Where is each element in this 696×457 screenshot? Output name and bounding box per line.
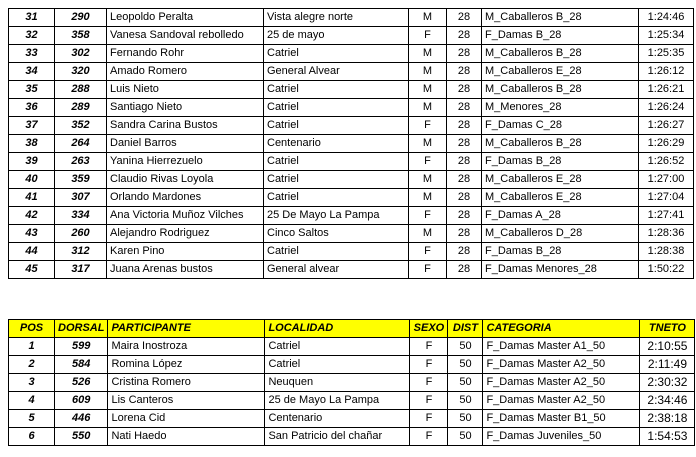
cell-categoria: M_Caballeros B_28 bbox=[482, 81, 639, 99]
cell-tneto: 1:26:24 bbox=[639, 99, 694, 117]
cell-dist: 50 bbox=[448, 410, 483, 428]
cell-participante: Fernando Rohr bbox=[107, 45, 264, 63]
cell-dist: 28 bbox=[447, 117, 482, 135]
cell-dist: 28 bbox=[447, 9, 482, 27]
cell-localidad: 25 de mayo bbox=[264, 27, 409, 45]
cell-dist: 28 bbox=[447, 171, 482, 189]
table-row bbox=[9, 410, 695, 428]
table-row bbox=[9, 135, 694, 153]
cell-categoria: F_Damas Master A1_50 bbox=[483, 338, 640, 356]
cell-sexo: M bbox=[409, 135, 447, 153]
cell-sexo: F bbox=[410, 392, 448, 410]
cell-categoria: M_Caballeros E_28 bbox=[482, 171, 639, 189]
cell-dist: 28 bbox=[447, 99, 482, 117]
cell-dist: 28 bbox=[447, 45, 482, 63]
cell-sexo: F bbox=[409, 27, 447, 45]
cell-participante: Leopoldo Peralta bbox=[107, 9, 264, 27]
table-row bbox=[9, 207, 694, 225]
cell-dist: 28 bbox=[447, 225, 482, 243]
cell-sexo: M bbox=[409, 45, 447, 63]
cell-pos: 32 bbox=[9, 27, 55, 45]
cell-dist: 28 bbox=[447, 261, 482, 279]
header-dorsal: DORSAL bbox=[55, 320, 108, 338]
cell-pos: 39 bbox=[9, 153, 55, 171]
table-row bbox=[9, 374, 695, 392]
cell-pos: 43 bbox=[9, 225, 55, 243]
cell-dorsal: 334 bbox=[55, 207, 107, 225]
cell-pos: 33 bbox=[9, 45, 55, 63]
cell-localidad: Catriel bbox=[264, 45, 409, 63]
cell-participante: Juana Arenas bustos bbox=[107, 261, 264, 279]
cell-participante: Daniel Barros bbox=[107, 135, 264, 153]
cell-dist: 28 bbox=[447, 189, 482, 207]
cell-dorsal: 317 bbox=[55, 261, 107, 279]
table-row bbox=[9, 171, 694, 189]
cell-tneto: 1:25:35 bbox=[639, 45, 694, 63]
cell-pos: 40 bbox=[9, 171, 55, 189]
cell-categoria: M_Caballeros B_28 bbox=[482, 45, 639, 63]
cell-localidad: Neuquen bbox=[265, 374, 410, 392]
cell-participante: Claudio Rivas Loyola bbox=[107, 171, 264, 189]
cell-dorsal: 584 bbox=[55, 356, 108, 374]
cell-tneto: 1:27:04 bbox=[639, 189, 694, 207]
cell-dist: 50 bbox=[448, 392, 483, 410]
cell-participante: Yanina Hierrezuelo bbox=[107, 153, 264, 171]
cell-tneto: 1:27:41 bbox=[639, 207, 694, 225]
table-row bbox=[9, 153, 694, 171]
table-row bbox=[9, 261, 694, 279]
cell-dorsal: 359 bbox=[55, 171, 107, 189]
header-dist: DIST bbox=[448, 320, 483, 338]
table-header-row bbox=[9, 320, 695, 338]
cell-categoria: M_Caballeros D_28 bbox=[482, 225, 639, 243]
cell-tneto: 1:24:46 bbox=[639, 9, 694, 27]
table-row bbox=[9, 428, 695, 446]
cell-participante: Lis Canteros bbox=[108, 392, 265, 410]
cell-pos: 1 bbox=[9, 338, 55, 356]
cell-dorsal: 352 bbox=[55, 117, 107, 135]
results-table-50k bbox=[8, 319, 695, 446]
cell-categoria: F_Damas B_28 bbox=[482, 27, 639, 45]
cell-pos: 6 bbox=[9, 428, 55, 446]
cell-tneto: 1:27:00 bbox=[639, 171, 694, 189]
table-row bbox=[9, 117, 694, 135]
cell-categoria: F_Damas B_28 bbox=[482, 153, 639, 171]
cell-sexo: M bbox=[409, 189, 447, 207]
cell-pos: 45 bbox=[9, 261, 55, 279]
cell-tneto: 1:26:21 bbox=[639, 81, 694, 99]
cell-categoria: F_Damas Master B1_50 bbox=[483, 410, 640, 428]
cell-categoria: F_Damas Master A2_50 bbox=[483, 356, 640, 374]
cell-participante: Karen Pino bbox=[107, 243, 264, 261]
header-participante: PARTICIPANTE bbox=[108, 320, 265, 338]
cell-dist: 28 bbox=[447, 63, 482, 81]
header-categoria: CATEGORIA bbox=[483, 320, 640, 338]
cell-pos: 44 bbox=[9, 243, 55, 261]
cell-dorsal: 289 bbox=[55, 99, 107, 117]
cell-localidad: 25 De Mayo La Pampa bbox=[264, 207, 409, 225]
cell-tneto: 1:26:52 bbox=[639, 153, 694, 171]
cell-participante: Romina López bbox=[108, 356, 265, 374]
table-row bbox=[9, 99, 694, 117]
table-row bbox=[9, 243, 694, 261]
cell-dorsal: 260 bbox=[55, 225, 107, 243]
cell-localidad: Cinco Saltos bbox=[264, 225, 409, 243]
cell-localidad: Catriel bbox=[264, 243, 409, 261]
cell-dorsal: 290 bbox=[55, 9, 107, 27]
cell-participante: Nati Haedo bbox=[108, 428, 265, 446]
cell-dorsal: 550 bbox=[55, 428, 108, 446]
table-row bbox=[9, 27, 694, 45]
cell-categoria: F_Damas B_28 bbox=[482, 243, 639, 261]
cell-pos: 2 bbox=[9, 356, 55, 374]
cell-localidad: Catriel bbox=[264, 171, 409, 189]
cell-tneto: 2:10:55 bbox=[640, 338, 695, 356]
cell-tneto: 1:25:34 bbox=[639, 27, 694, 45]
cell-sexo: F bbox=[409, 117, 447, 135]
cell-tneto: 1:50:22 bbox=[639, 261, 694, 279]
cell-dist: 50 bbox=[448, 374, 483, 392]
cell-localidad: Catriel bbox=[264, 189, 409, 207]
cell-pos: 4 bbox=[9, 392, 55, 410]
cell-sexo: F bbox=[410, 338, 448, 356]
cell-dorsal: 599 bbox=[55, 338, 108, 356]
cell-dist: 50 bbox=[448, 338, 483, 356]
cell-categoria: M_Caballeros E_28 bbox=[482, 63, 639, 81]
cell-dorsal: 526 bbox=[55, 374, 108, 392]
cell-localidad: General alvear bbox=[264, 261, 409, 279]
cell-tneto: 1:28:36 bbox=[639, 225, 694, 243]
cell-dist: 28 bbox=[447, 243, 482, 261]
cell-dorsal: 358 bbox=[55, 27, 107, 45]
cell-localidad: General Alvear bbox=[264, 63, 409, 81]
cell-categoria: M_Caballeros B_28 bbox=[482, 135, 639, 153]
table-row bbox=[9, 356, 695, 374]
cell-categoria: M_Caballeros B_28 bbox=[482, 9, 639, 27]
cell-dist: 50 bbox=[448, 428, 483, 446]
cell-sexo: F bbox=[410, 374, 448, 392]
table-row bbox=[9, 189, 694, 207]
cell-dorsal: 264 bbox=[55, 135, 107, 153]
cell-dorsal: 288 bbox=[55, 81, 107, 99]
header-localidad: LOCALIDAD bbox=[265, 320, 410, 338]
cell-dorsal: 307 bbox=[55, 189, 107, 207]
cell-localidad: Catriel bbox=[264, 99, 409, 117]
cell-tneto: 2:38:18 bbox=[640, 410, 695, 428]
cell-tneto: 1:28:38 bbox=[639, 243, 694, 261]
cell-dist: 50 bbox=[448, 356, 483, 374]
cell-localidad: Catriel bbox=[264, 153, 409, 171]
cell-participante: Amado Romero bbox=[107, 63, 264, 81]
cell-participante: Santiago Nieto bbox=[107, 99, 264, 117]
cell-sexo: F bbox=[409, 261, 447, 279]
results-table-28k bbox=[8, 8, 694, 279]
header-pos: POS bbox=[9, 320, 55, 338]
cell-tneto: 1:26:27 bbox=[639, 117, 694, 135]
cell-categoria: F_Damas C_28 bbox=[482, 117, 639, 135]
cell-pos: 41 bbox=[9, 189, 55, 207]
cell-categoria: F_Damas A_28 bbox=[482, 207, 639, 225]
cell-tneto: 2:34:46 bbox=[640, 392, 695, 410]
cell-dist: 28 bbox=[447, 207, 482, 225]
cell-tneto: 1:26:12 bbox=[639, 63, 694, 81]
cell-localidad: Catriel bbox=[264, 81, 409, 99]
cell-localidad: 25 de Mayo La Pampa bbox=[265, 392, 410, 410]
cell-dorsal: 446 bbox=[55, 410, 108, 428]
cell-pos: 5 bbox=[9, 410, 55, 428]
cell-pos: 31 bbox=[9, 9, 55, 27]
cell-localidad: Catriel bbox=[264, 117, 409, 135]
header-sexo: SEXO bbox=[410, 320, 448, 338]
table-row bbox=[9, 392, 695, 410]
table-row bbox=[9, 338, 695, 356]
header-tneto: TNETO bbox=[640, 320, 695, 338]
table-row bbox=[9, 9, 694, 27]
cell-localidad: Catriel bbox=[265, 338, 410, 356]
cell-localidad: Centenario bbox=[265, 410, 410, 428]
cell-localidad: Catriel bbox=[265, 356, 410, 374]
cell-dorsal: 320 bbox=[55, 63, 107, 81]
cell-categoria: F_Damas Menores_28 bbox=[482, 261, 639, 279]
cell-sexo: M bbox=[409, 225, 447, 243]
cell-categoria: M_Caballeros E_28 bbox=[482, 189, 639, 207]
cell-pos: 36 bbox=[9, 99, 55, 117]
table-row bbox=[9, 63, 694, 81]
cell-categoria: F_Damas Juveniles_50 bbox=[483, 428, 640, 446]
cell-sexo: F bbox=[410, 356, 448, 374]
cell-participante: Sandra Carina Bustos bbox=[107, 117, 264, 135]
cell-tneto: 2:30:32 bbox=[640, 374, 695, 392]
cell-participante: Lorena Cid bbox=[108, 410, 265, 428]
cell-sexo: M bbox=[409, 171, 447, 189]
cell-categoria: F_Damas Master A2_50 bbox=[483, 392, 640, 410]
cell-dorsal: 609 bbox=[55, 392, 108, 410]
cell-sexo: F bbox=[409, 153, 447, 171]
cell-localidad: Vista alegre norte bbox=[264, 9, 409, 27]
cell-sexo: F bbox=[409, 243, 447, 261]
cell-pos: 37 bbox=[9, 117, 55, 135]
cell-categoria: M_Menores_28 bbox=[482, 99, 639, 117]
cell-tneto: 2:11:49 bbox=[640, 356, 695, 374]
cell-sexo: M bbox=[409, 99, 447, 117]
cell-participante: Maira Inostroza bbox=[108, 338, 265, 356]
cell-dist: 28 bbox=[447, 153, 482, 171]
cell-tneto: 1:26:29 bbox=[639, 135, 694, 153]
cell-participante: Vanesa Sandoval rebolledo bbox=[107, 27, 264, 45]
cell-participante: Alejandro Rodriguez bbox=[107, 225, 264, 243]
cell-sexo: F bbox=[409, 207, 447, 225]
cell-dorsal: 263 bbox=[55, 153, 107, 171]
cell-dorsal: 302 bbox=[55, 45, 107, 63]
cell-sexo: M bbox=[409, 81, 447, 99]
cell-sexo: M bbox=[409, 63, 447, 81]
cell-dist: 28 bbox=[447, 27, 482, 45]
cell-categoria: F_Damas Master A2_50 bbox=[483, 374, 640, 392]
table-row bbox=[9, 45, 694, 63]
cell-pos: 34 bbox=[9, 63, 55, 81]
cell-pos: 3 bbox=[9, 374, 55, 392]
cell-dist: 28 bbox=[447, 81, 482, 99]
cell-pos: 42 bbox=[9, 207, 55, 225]
cell-participante: Luis Nieto bbox=[107, 81, 264, 99]
table-row bbox=[9, 225, 694, 243]
cell-tneto: 1:54:53 bbox=[640, 428, 695, 446]
cell-localidad: San Patricio del chañar bbox=[265, 428, 410, 446]
cell-dist: 28 bbox=[447, 135, 482, 153]
cell-participante: Cristina Romero bbox=[108, 374, 265, 392]
cell-sexo: F bbox=[410, 428, 448, 446]
table-row bbox=[9, 81, 694, 99]
cell-dorsal: 312 bbox=[55, 243, 107, 261]
cell-pos: 38 bbox=[9, 135, 55, 153]
cell-participante: Ana Victoria Muñoz Vilches bbox=[107, 207, 264, 225]
cell-participante: Orlando Mardones bbox=[107, 189, 264, 207]
cell-sexo: F bbox=[410, 410, 448, 428]
cell-sexo: M bbox=[409, 9, 447, 27]
cell-pos: 35 bbox=[9, 81, 55, 99]
cell-localidad: Centenario bbox=[264, 135, 409, 153]
